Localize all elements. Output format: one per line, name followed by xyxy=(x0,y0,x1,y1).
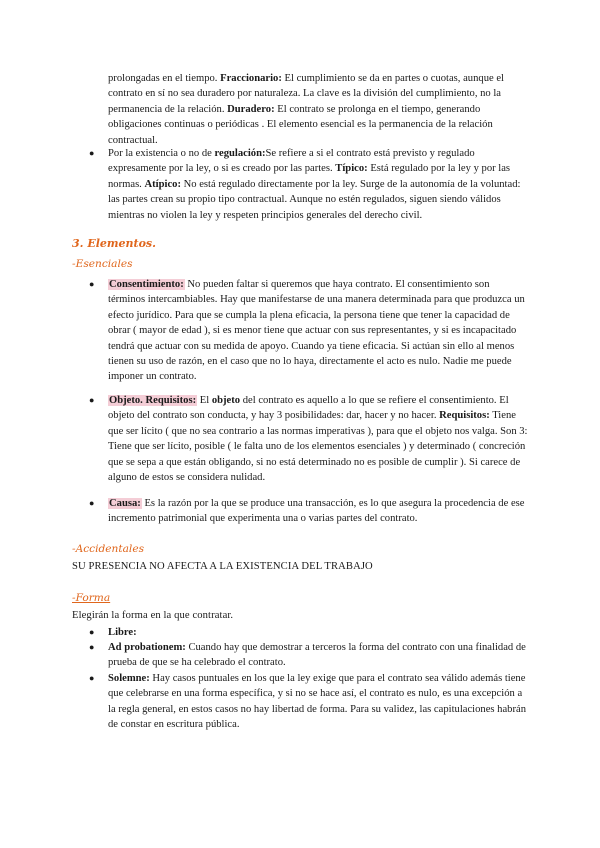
objeto-bold: objeto xyxy=(211,395,241,406)
list-item-libre xyxy=(108,625,528,640)
causa-text: Es la razón por la que se produce una transacción, es lo que asegura la procedencia de ese incremento patrimonial que experimenta una o varias partes del contrato. xyxy=(108,498,525,525)
solemne-text: Hay casos puntuales en los que la ley exige que para el contrato sea válido además tiene que celebrarse en una forma específica, y si no se hace así, el contrato es nulo, es una excepción a la regla general, en estos casos no hay libertad de forma. Para su validez, las capitulaciones habrán de constar en escritura pública. xyxy=(108,673,526,731)
requisitos-text: Tiene que ser lícito ( que no sea contrario a las normas imperativas ), para que el objeto nos valga. Son 3: Tiene que ser lícito, posible ( le falta uno de los elementos esenciales ) y determinado ( concreción que se sepa a que están obligando, si no está determinado no es posible de cumplir ). Si carece de alguno de estos se considera nulidad. xyxy=(108,410,528,484)
tipico-text: Está regulado por la ley y por las normas. xyxy=(108,163,511,190)
consentimiento-label: Consentimiento: xyxy=(109,279,184,290)
section-heading: 3. Elementos. xyxy=(72,237,156,250)
objeto-label: Objeto. Requisitos: xyxy=(109,395,197,406)
causa-label: Causa: xyxy=(109,498,141,509)
regulacion-text: Se refiere a si el contrato está previsto y regulado expresamente por la ley, o si es creado por las partes. xyxy=(108,148,475,175)
atipico-label: Atípico: xyxy=(144,178,181,190)
intro-text: prolongadas en el tiempo. xyxy=(108,73,221,84)
requisitos-label: Requisitos: xyxy=(439,410,490,422)
objeto-pre: El xyxy=(197,395,212,406)
bullet-icon: ● xyxy=(89,279,95,289)
list-item-causa xyxy=(108,496,528,527)
bullet-icon: ● xyxy=(89,642,95,652)
subheading-accidentales: -Accidentales xyxy=(72,543,145,555)
bullet-icon: ● xyxy=(89,395,95,405)
regulacion-label: regulación: xyxy=(214,148,266,159)
list-item-regulacion xyxy=(108,146,528,223)
adprobationem-label: Ad probationem: xyxy=(108,642,186,653)
intro-paragraph xyxy=(108,71,528,148)
subheading-forma: -Forma xyxy=(72,592,111,604)
atipico-text: No está regulado directamente por la ley. Surge de la autonomía de la voluntad: las partes crean su propio tipo contractual. Aunque no estén regulados, siguen siendo válidos mientras no violen la ley y respeten principios generales del derecho civil. xyxy=(108,178,521,221)
list-item-objeto xyxy=(108,393,528,485)
accidentales-text: SU PRESENCIA NO AFECTA A LA EXISTENCIA DEL TRABAJO xyxy=(72,561,373,572)
solemne-label: Solemne: xyxy=(108,673,150,684)
fraccionario-label: Fraccionario: xyxy=(220,73,282,84)
adprobationem-text: Cuando hay que demostrar a terceros la forma del contrato con una finalidad de prueba de que se ha celebrado el contrato. xyxy=(108,642,526,669)
consentimiento-text: No pueden faltar si queremos que haya contrato. El consentimiento son términos intercambiables. Hay que manifestarse de una manera determinada para que produzca un efecto jurídico. Para que se cumpla la plena eficacia, la persona tiene que tener la capacidad de obrar ( mayor de edad ), si es menor tiene que actuar con sus representantes, y si es incapacitado tendrá que actuar con su medida de apoyo. Cuando ya tiene eficacia. Si actúan sin ello al menos tienen su uso de razón, en el caso que no lo haya, directamente el acto es nulo. Nadie me puede imponer un contrato. xyxy=(108,279,525,383)
fraccionario-text: El cumplimiento se da en partes o cuotas, aunque el contrato en sí no sea duradero por naturaleza. La clave es la división del cumplimiento, no la permanencia de la relación. xyxy=(108,73,504,115)
forma-intro: Elegirán la forma en la que contratar. xyxy=(72,610,234,621)
regulacion-pre: Por la existencia o no de xyxy=(108,148,215,159)
bullet-icon: ● xyxy=(89,498,95,508)
list-item-adprobationem xyxy=(108,640,528,671)
duradero-label: Duradero: xyxy=(227,103,275,115)
subheading-esenciales: -Esenciales xyxy=(72,258,133,270)
bullet-icon: ● xyxy=(89,627,95,637)
list-item-consentimiento xyxy=(108,277,528,385)
duradero-text: El contrato se prolonga en el tiempo, generando obligaciones continuas o periódicas . El elemento esencial es la permanencia de la relación contractual. xyxy=(108,103,493,146)
bullet-icon: ● xyxy=(89,148,95,158)
objeto-text: del contrato es aquello a lo que se refiere el consentimiento. El objeto del contrato son conducta, y hay 3 posibilidades: dar, hacer y no hacer. xyxy=(108,395,509,422)
libre-label: Libre: xyxy=(108,627,137,638)
list-item-solemne xyxy=(108,671,528,733)
bullet-icon: ● xyxy=(89,673,95,683)
tipico-label: Típico: xyxy=(335,163,368,175)
